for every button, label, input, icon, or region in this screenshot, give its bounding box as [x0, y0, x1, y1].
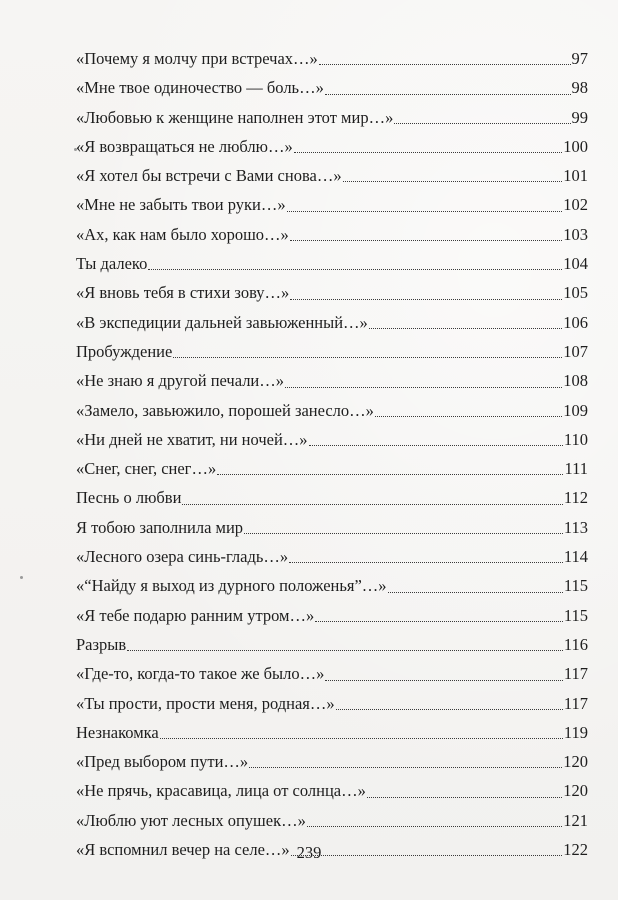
dot-leader — [294, 151, 563, 153]
toc-entry-page: 106 — [563, 312, 588, 332]
toc-entry-title: Песнь о любви — [76, 488, 182, 508]
toc-entry-title: Разрыв — [76, 634, 127, 654]
dot-leader — [289, 561, 563, 563]
toc-entry-page: 117 — [563, 693, 588, 713]
toc-entry-title: «Я вновь тебя в стихи зову…» — [76, 283, 290, 303]
dot-leader — [173, 356, 562, 358]
toc-entry-title: «Почему я молчу при встречах…» — [76, 49, 318, 68]
toc-entry-title: Ты далеко — [76, 254, 148, 274]
toc-entry-title: «Я возвращаться не люблю…» — [76, 136, 293, 156]
toc-entry-title: «Пред выбором пути…» — [76, 752, 249, 772]
toc-entry-page: 120 — [563, 781, 588, 801]
toc-entry-page: 115 — [563, 605, 588, 625]
toc-entry — [76, 630, 588, 659]
dot-leader — [290, 239, 562, 241]
toc-entry — [76, 220, 588, 249]
toc-entry-title: «Где-то, когда-то такое же было…» — [76, 664, 325, 684]
toc-entry-title: «Снег, снег, снег…» — [76, 459, 217, 479]
toc-entry — [76, 44, 588, 73]
toc-entry — [76, 132, 588, 161]
toc-entry — [76, 278, 588, 307]
toc-entry — [76, 806, 588, 835]
toc-entry-title: Незнакомка — [76, 722, 159, 742]
toc-entry-title: Пробуждение — [76, 341, 173, 361]
toc-entry-title: «В экспедиции дальней завьюженный…» — [76, 312, 368, 332]
dot-leader — [325, 679, 562, 681]
toc-entry-page: 109 — [563, 400, 588, 420]
toc-entry-title: «Мне не забыть твои руки…» — [76, 195, 286, 215]
toc-entry-title: «Мне твое одиночество — боль…» — [76, 78, 324, 98]
toc-entry-page: 117 — [563, 664, 588, 684]
toc-entry-page: 102 — [563, 195, 588, 215]
print-speck — [20, 576, 23, 579]
dot-leader — [319, 63, 571, 65]
toc-entry-page: 120 — [563, 752, 588, 772]
toc-entry-page: 97 — [571, 49, 588, 68]
dot-leader — [325, 93, 571, 95]
toc-entry — [76, 337, 588, 366]
toc-entry — [76, 659, 588, 688]
toc-entry — [76, 483, 588, 512]
toc-entry-page: 98 — [571, 78, 588, 98]
dot-leader — [367, 796, 562, 798]
toc-entry — [76, 190, 588, 219]
dot-leader — [336, 708, 563, 710]
dot-leader — [287, 210, 563, 212]
toc-entry — [76, 542, 588, 571]
toc-entry — [76, 454, 588, 483]
dot-leader — [309, 444, 563, 446]
toc-entry-title: «Любовью к женщине наполнен этот мир…» — [76, 107, 394, 127]
toc-entry-title: «Я тебе подарю ранним утром…» — [76, 605, 315, 625]
toc-entry-title: «Не прячь, красавица, лица от солнца…» — [76, 781, 366, 801]
toc-entry-page: 121 — [563, 810, 588, 830]
toc-entry-title: «Я вспомнил вечер на селе…» — [76, 840, 290, 860]
toc-entry-page: 105 — [563, 283, 588, 303]
toc-entry — [76, 776, 588, 805]
toc-entry-title: «Ах, как нам было хорошо…» — [76, 224, 289, 244]
toc-entry — [76, 396, 588, 425]
toc-entry-title: «Я хотел бы встречи с Вами снова…» — [76, 166, 342, 186]
toc-entry-page: 114 — [563, 547, 588, 567]
dot-leader — [127, 649, 563, 651]
toc-entry-title: «Лесного озера синь-гладь…» — [76, 547, 289, 567]
dot-leader — [249, 766, 562, 768]
dot-leader — [315, 620, 563, 622]
toc-entry — [76, 689, 588, 718]
toc-entry-title: «Люблю уют лесных опушек…» — [76, 810, 306, 830]
dot-leader — [343, 180, 563, 182]
toc-entry-page: 116 — [563, 634, 588, 654]
toc-entry-page: 99 — [571, 107, 588, 127]
dot-leader — [290, 298, 562, 300]
dot-leader — [148, 268, 562, 270]
toc-entry-page: 104 — [563, 254, 588, 274]
toc-entry — [76, 718, 588, 747]
dot-leader — [388, 591, 563, 593]
toc-entry-title: Я тобою заполнила мир — [76, 517, 244, 537]
page-number: 239 — [296, 843, 322, 862]
dot-leader — [307, 825, 562, 827]
dot-leader — [182, 503, 562, 505]
toc-entry — [76, 161, 588, 190]
toc-entry-page: 111 — [564, 459, 588, 479]
toc-entry-page: 107 — [563, 341, 588, 361]
dot-leader — [285, 386, 562, 388]
toc-entry-page: 108 — [563, 371, 588, 391]
toc-entry-title: «Ни дней не хватит, ни ночей…» — [76, 429, 308, 449]
toc-entry — [76, 425, 588, 454]
toc-entry — [76, 571, 588, 600]
toc-entry-page: 103 — [563, 224, 588, 244]
toc-entry-title: «Замело, завьюжило, порошей занесло…» — [76, 400, 374, 420]
toc-entry — [76, 513, 588, 542]
dot-leader — [394, 122, 570, 124]
toc-entry — [76, 366, 588, 395]
toc-entry-title: «Не знаю я другой печали…» — [76, 371, 285, 391]
toc-entry-page: 100 — [563, 136, 588, 156]
toc-entry-page: 112 — [563, 488, 588, 508]
dot-leader — [375, 415, 562, 417]
toc-entry — [76, 103, 588, 132]
toc-entry-title: «“Найду я выход из дурного положенья”…» — [76, 576, 387, 596]
toc-entry-page: 115 — [563, 576, 588, 596]
dot-leader — [160, 737, 563, 739]
toc-entry-page: 122 — [563, 840, 588, 860]
dot-leader — [244, 532, 563, 534]
toc-entry — [76, 747, 588, 776]
toc-entry-page: 101 — [563, 166, 588, 186]
toc-entry-page: 113 — [563, 517, 588, 537]
toc-entry — [76, 601, 588, 630]
table-of-contents — [76, 44, 588, 864]
toc-entry — [76, 73, 588, 102]
toc-entry-page: 110 — [563, 429, 588, 449]
toc-entry — [76, 308, 588, 337]
toc-entry-page: 119 — [563, 722, 588, 742]
dot-leader — [369, 327, 562, 329]
toc-entry-title: «Ты прости, прости меня, родная…» — [76, 693, 335, 713]
toc-entry — [76, 249, 588, 278]
dot-leader — [217, 473, 563, 475]
